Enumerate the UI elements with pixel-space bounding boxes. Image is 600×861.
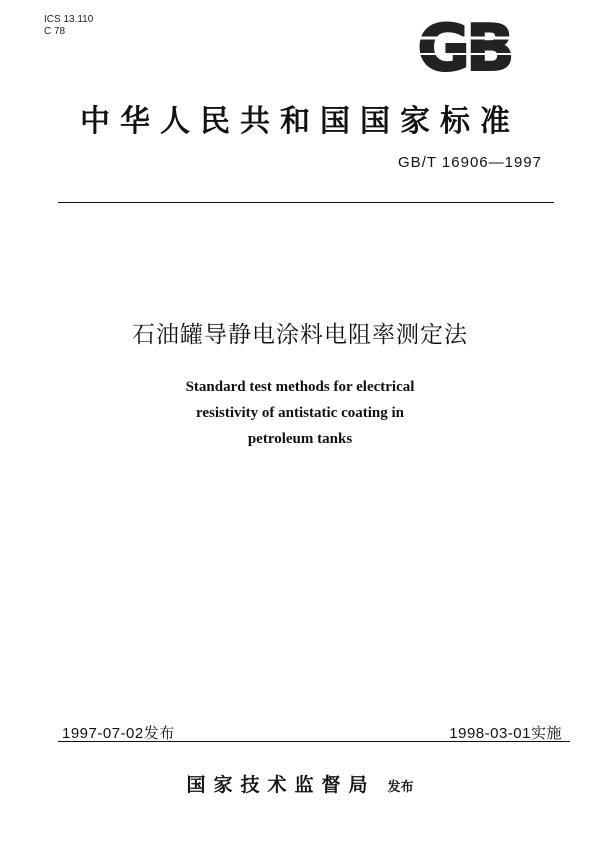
implementation-date: 1998-03-01实施 bbox=[449, 725, 562, 742]
top-divider bbox=[58, 202, 554, 203]
ccs-code: C 78 bbox=[44, 26, 66, 37]
standard-number: GB/T 16906—1997 bbox=[398, 154, 542, 171]
classification-codes bbox=[44, 14, 93, 38]
english-title-line: Standard test methods for electrical bbox=[185, 379, 415, 395]
chinese-title: 石油罐导静电涂料电阻率测定法 bbox=[132, 322, 468, 348]
issuer-row bbox=[0, 770, 600, 797]
standard-category-title: 中华人民共和国国家标准 bbox=[80, 104, 520, 139]
english-title-line: petroleum tanks bbox=[247, 431, 353, 447]
publish-label: 发布 bbox=[387, 780, 414, 795]
bottom-divider bbox=[58, 741, 570, 742]
issuing-authority: 国家技术监督局 bbox=[186, 774, 376, 796]
gb-logo-icon bbox=[408, 16, 520, 76]
issue-date: 1997-07-02发布 bbox=[62, 725, 175, 742]
english-title bbox=[0, 374, 600, 452]
ics-code: ICS 13.110 bbox=[44, 14, 94, 25]
english-title-line: resistivity of antistatic coating in bbox=[195, 405, 405, 421]
gb-logo-text: GB bbox=[417, 16, 511, 76]
